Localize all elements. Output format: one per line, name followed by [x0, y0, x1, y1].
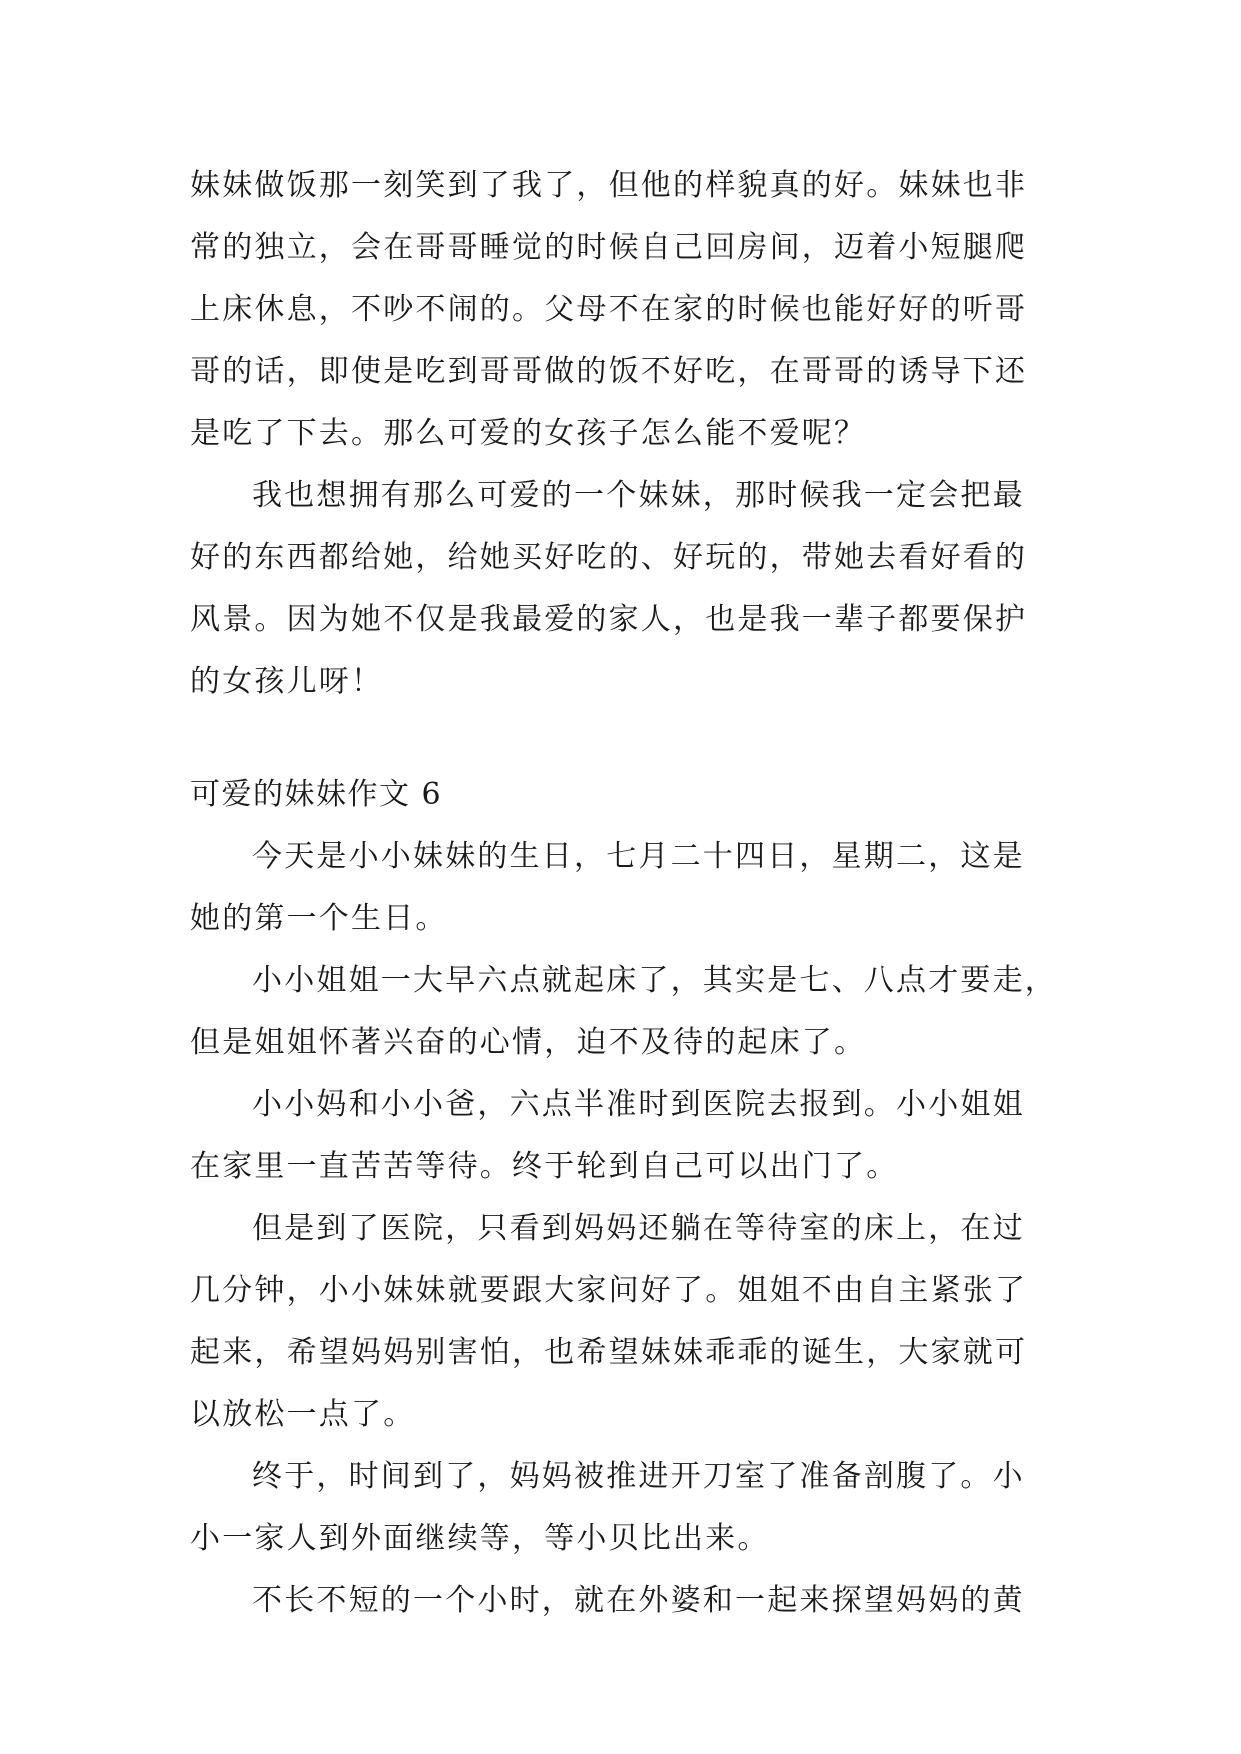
paragraph-line: 她的第一个生日。 — [190, 901, 448, 936]
paragraph-line: 在家里一直苦苦等待。终于轮到自己可以出门了。 — [190, 1149, 899, 1184]
paragraph-line: 小小妈和小小爸，六点半准时到医院去报到。小小姐姐 — [252, 1087, 1025, 1122]
paragraph-line: 是吃了下去。那么可爱的女孩子怎么能不爱呢？ — [190, 416, 867, 451]
paragraph-line: 我也想拥有那么可爱的一个妹妹，那时候我一定会把最 — [252, 478, 1025, 513]
paragraph-line: 常的独立，会在哥哥睡觉的时候自己回房间，迈着小短腿爬 — [190, 230, 1028, 265]
paragraph-line: 不长不短的一个小时，就在外婆和一起来探望妈妈的黄 — [252, 1583, 1025, 1618]
paragraph-line: 小一家人到外面继续等，等小贝比出来。 — [190, 1521, 770, 1556]
paragraph-line: 小小姐姐一大早六点就起床了，其实是七、八点才要走， — [252, 963, 1057, 998]
paragraph-line: 哥的话，即使是吃到哥哥做的饭不好吃，在哥哥的诱导下还 — [190, 354, 1028, 389]
paragraph-line: 风景。因为她不仅是我最爱的家人，也是我一辈子都要保护 — [190, 602, 1028, 637]
paragraph-line: 的女孩儿呀！ — [190, 664, 384, 699]
paragraph-line: 上床休息，不吵不闹的。父母不在家的时候也能好好的听哥 — [190, 292, 1028, 327]
paragraph-line: 但是姐姐怀著兴奋的心情，迫不及待的起床了。 — [190, 1025, 867, 1060]
section-title: 可爱的妹妹作文 6 — [190, 777, 443, 812]
paragraph-line: 终于，时间到了，妈妈被推进开刀室了准备剖腹了。小 — [252, 1459, 1025, 1494]
paragraph-line: 妹妹做饭那一刻笑到了我了，但他的样貌真的好。妹妹也非 — [190, 168, 1028, 203]
paragraph-line: 但是到了医院，只看到妈妈还躺在等待室的床上，在过 — [252, 1211, 1025, 1246]
paragraph-line: 起来，希望妈妈别害怕，也希望妹妹乖乖的诞生，大家就可 — [190, 1335, 1028, 1370]
paragraph-line: 以放松一点了。 — [190, 1397, 416, 1432]
paragraph-line: 今天是小小妹妹的生日，七月二十四日，星期二，这是 — [252, 839, 1025, 874]
paragraph-line: 好的东西都给她，给她买好吃的、好玩的，带她去看好看的 — [190, 540, 1028, 575]
paragraph-line: 几分钟，小小妹妹就要跟大家问好了。姐姐不由自主紧张了 — [190, 1273, 1028, 1308]
